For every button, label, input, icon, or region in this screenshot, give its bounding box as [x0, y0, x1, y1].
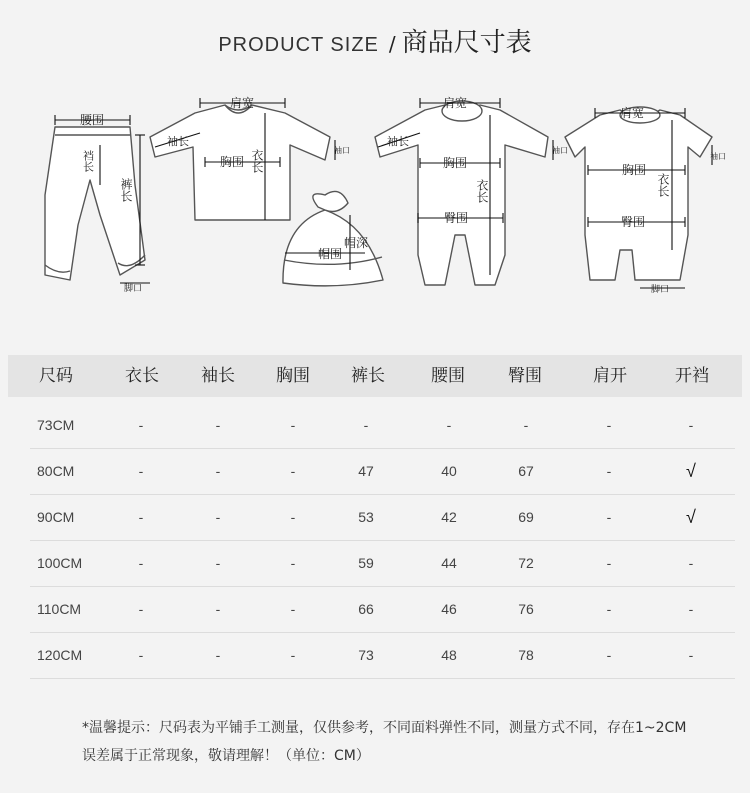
cell-size: 80CM — [37, 463, 75, 479]
header-waist: 腰围 — [431, 366, 465, 386]
cell-chest: - — [290, 463, 296, 479]
cell-chest: - — [290, 417, 296, 433]
measurement-note — [82, 714, 686, 770]
cell-pants-length: - — [363, 417, 369, 433]
label-romper-shoulder: 肩宽 — [442, 96, 468, 110]
cell-open-crotch: - — [688, 555, 694, 571]
cell-pants-length: 59 — [358, 555, 374, 571]
cell-shoulder-opening: - — [606, 509, 612, 525]
cell-chest: - — [290, 601, 296, 617]
label-short-hem: 脚口 — [650, 285, 670, 295]
cell-hip: 72 — [518, 555, 534, 571]
cell-open-crotch: - — [688, 647, 694, 663]
cell-pants-length: 47 — [358, 463, 374, 479]
label-pants-crotch: 裆长 — [81, 150, 95, 172]
cell-waist: 46 — [441, 601, 457, 617]
label-short-cuff: 袖口 — [710, 152, 726, 161]
cell-shoulder-opening: - — [606, 463, 612, 479]
label-top-shoulder: 肩宽 — [229, 96, 255, 110]
table-row — [30, 494, 735, 541]
table-row — [30, 448, 735, 495]
cell-chest: - — [290, 555, 296, 571]
label-top-sleeve: 袖长 — [167, 135, 189, 148]
label-hat-depth: 帽深 — [343, 236, 369, 250]
cell-shoulder-opening: - — [606, 417, 612, 433]
label-pants-waist: 腰围 — [79, 113, 105, 127]
cell-shoulder-opening: - — [606, 601, 612, 617]
cell-hip: 76 — [518, 601, 534, 617]
page-title — [0, 22, 750, 59]
cell-waist: - — [446, 417, 452, 433]
cell-shoulder-opening: - — [606, 555, 612, 571]
label-romper-length: 衣长 — [475, 179, 489, 203]
label-short-chest: 胸围 — [621, 163, 647, 177]
header-sleeve: 袖长 — [201, 366, 235, 386]
cell-open-crotch: - — [688, 601, 694, 617]
cell-waist: 40 — [441, 463, 457, 479]
label-pants-hem: 脚口 — [123, 284, 143, 294]
table-row — [30, 586, 735, 633]
cell-size: 120CM — [37, 647, 83, 663]
title-separator: / — [388, 32, 396, 56]
cell-sleeve: - — [215, 417, 221, 433]
table-row — [30, 540, 735, 587]
table-row — [30, 402, 735, 449]
cell-length: - — [138, 509, 144, 525]
cell-sleeve: - — [215, 555, 221, 571]
garment-diagrams — [0, 75, 750, 305]
cell-shoulder-opening: - — [606, 647, 612, 663]
cell-hip: 67 — [518, 463, 534, 479]
cell-size: 110CM — [37, 601, 82, 617]
label-romper-cuff: 袖口 — [552, 146, 568, 155]
label-short-length: 衣长 — [656, 173, 670, 197]
pants-illustration — [45, 127, 145, 280]
cell-sleeve: - — [215, 509, 221, 525]
label-romper-chest: 胸围 — [442, 156, 468, 170]
cell-length: - — [138, 463, 144, 479]
cell-waist: 42 — [441, 509, 457, 525]
label-short-hip: 臀围 — [620, 215, 646, 229]
cell-hip: 69 — [518, 509, 534, 525]
check-icon: √ — [686, 461, 696, 481]
cell-open-crotch: - — [688, 417, 694, 433]
cell-length: - — [138, 647, 144, 663]
check-icon: √ — [686, 507, 696, 527]
cell-pants-length: 73 — [358, 647, 374, 663]
label-pants-length: 裤长 — [119, 178, 133, 202]
label-short-shoulder: 肩宽 — [619, 106, 645, 120]
label-top-chest: 胸围 — [219, 155, 245, 169]
title-en: PRODUCT SIZE — [218, 34, 379, 56]
cell-pants-length: 53 — [358, 509, 374, 525]
label-romper-hip: 臀围 — [443, 211, 469, 225]
note-line-2: 误差属于正常现象，敬请理解！（单位：CM） — [82, 748, 370, 764]
cell-waist: 44 — [441, 555, 457, 571]
short-romper-illustration — [565, 107, 712, 280]
cell-length: - — [138, 417, 144, 433]
header-chest: 胸围 — [276, 366, 310, 386]
cell-pants-length: 66 — [358, 601, 374, 617]
label-top-length: 衣长 — [250, 149, 264, 173]
cell-chest: - — [290, 647, 296, 663]
title-cn: 商品尺寸表 — [401, 28, 532, 58]
size-table-header — [8, 355, 742, 397]
cell-hip: - — [523, 417, 529, 433]
header-shoulder-opening: 肩开 — [593, 366, 627, 386]
cell-waist: 48 — [441, 647, 457, 663]
header-hip: 臀围 — [508, 366, 542, 386]
header-pants-length: 裤长 — [351, 366, 385, 386]
header-length: 衣长 — [125, 366, 159, 386]
cell-sleeve: - — [215, 601, 221, 617]
cell-sleeve: - — [215, 647, 221, 663]
label-romper-sleeve: 袖长 — [387, 135, 409, 148]
label-hat-circ: 帽围 — [317, 247, 343, 261]
cell-length: - — [138, 601, 144, 617]
cell-size: 90CM — [37, 509, 75, 525]
cell-size: 100CM — [37, 555, 83, 571]
label-top-cuff: 袖口 — [334, 146, 350, 155]
header-size: 尺码 — [39, 366, 73, 386]
cell-hip: 78 — [518, 647, 534, 663]
table-row — [30, 632, 735, 679]
cell-chest: - — [290, 509, 296, 525]
long-romper-illustration — [375, 101, 548, 285]
cell-size: 73CM — [37, 417, 75, 433]
header-open-crotch: 开裆 — [675, 366, 709, 386]
cell-length: - — [138, 555, 144, 571]
note-line-1: *温馨提示：尺码表为平铺手工测量，仅供参考，不同面料弹性不同，测量方式不同，存在1~2CM — [82, 720, 687, 736]
cell-sleeve: - — [215, 463, 221, 479]
